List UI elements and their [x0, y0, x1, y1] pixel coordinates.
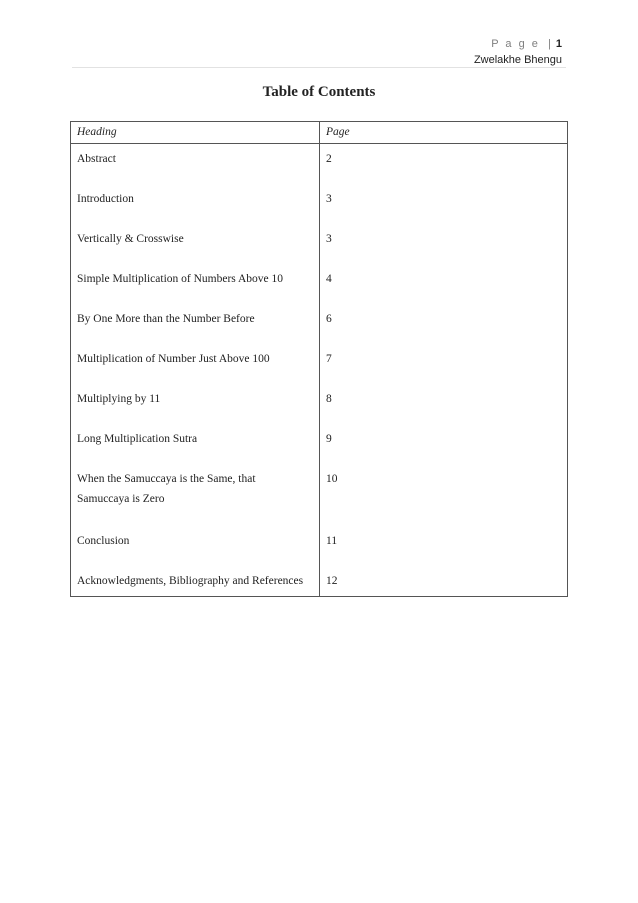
toc-heading: Introduction: [77, 193, 134, 205]
toc-row: [71, 264, 568, 304]
toc-heading-continued: Samuccaya is Zero: [77, 493, 165, 505]
toc-row: [71, 384, 568, 424]
toc-page: 12: [326, 575, 338, 587]
document-title: Table of Contents: [262, 84, 376, 100]
toc-page: 11: [326, 535, 338, 547]
toc-row: [71, 526, 568, 566]
toc-row: [71, 464, 568, 526]
toc-heading: Acknowledgments, Bibliography and References: [77, 575, 304, 587]
toc-page: 2: [326, 153, 332, 165]
page-label: P a g e: [491, 38, 540, 50]
toc-page: 7: [326, 353, 332, 365]
toc-heading: Multiplication of Number Just Above 100: [77, 353, 270, 365]
toc-row: [71, 424, 568, 464]
page-number-line: [474, 36, 562, 52]
page-number: 1: [555, 38, 562, 50]
toc-heading: Vertically & Crosswise: [77, 233, 184, 245]
toc-row: [71, 304, 568, 344]
toc-row: [71, 144, 568, 185]
toc-row: [71, 344, 568, 384]
toc-page: 9: [326, 433, 332, 445]
toc-row: [71, 224, 568, 264]
toc-page: 6: [326, 313, 332, 325]
toc-page: 10: [326, 473, 338, 485]
author-name: Zwelakhe Bhengu: [473, 54, 562, 66]
toc-heading: Multiplying by 11: [77, 393, 161, 405]
toc-page: 3: [326, 193, 332, 205]
column-header-page: Page: [320, 122, 568, 144]
page-header: [474, 36, 562, 68]
toc-heading: Simple Multiplication of Numbers Above 10: [77, 273, 284, 285]
toc-page: 8: [326, 393, 332, 405]
toc-heading: By One More than the Number Before: [77, 313, 255, 325]
toc-heading: Conclusion: [77, 535, 130, 547]
toc-page: 3: [326, 233, 332, 245]
toc-table: [70, 121, 568, 597]
toc-header-row: [71, 122, 568, 144]
toc-page: 4: [326, 273, 332, 285]
column-header-heading: Heading: [71, 122, 320, 144]
toc-heading: Long Multiplication Sutra: [77, 433, 198, 445]
page-separator: |: [547, 38, 551, 50]
toc-heading: When the Samuccaya is the Same, that: [77, 473, 256, 485]
toc-row: [71, 566, 568, 597]
header-divider: [72, 67, 566, 68]
toc-row: [71, 184, 568, 224]
toc-heading-multiline: [77, 464, 319, 526]
toc-heading: Abstract: [77, 153, 116, 165]
